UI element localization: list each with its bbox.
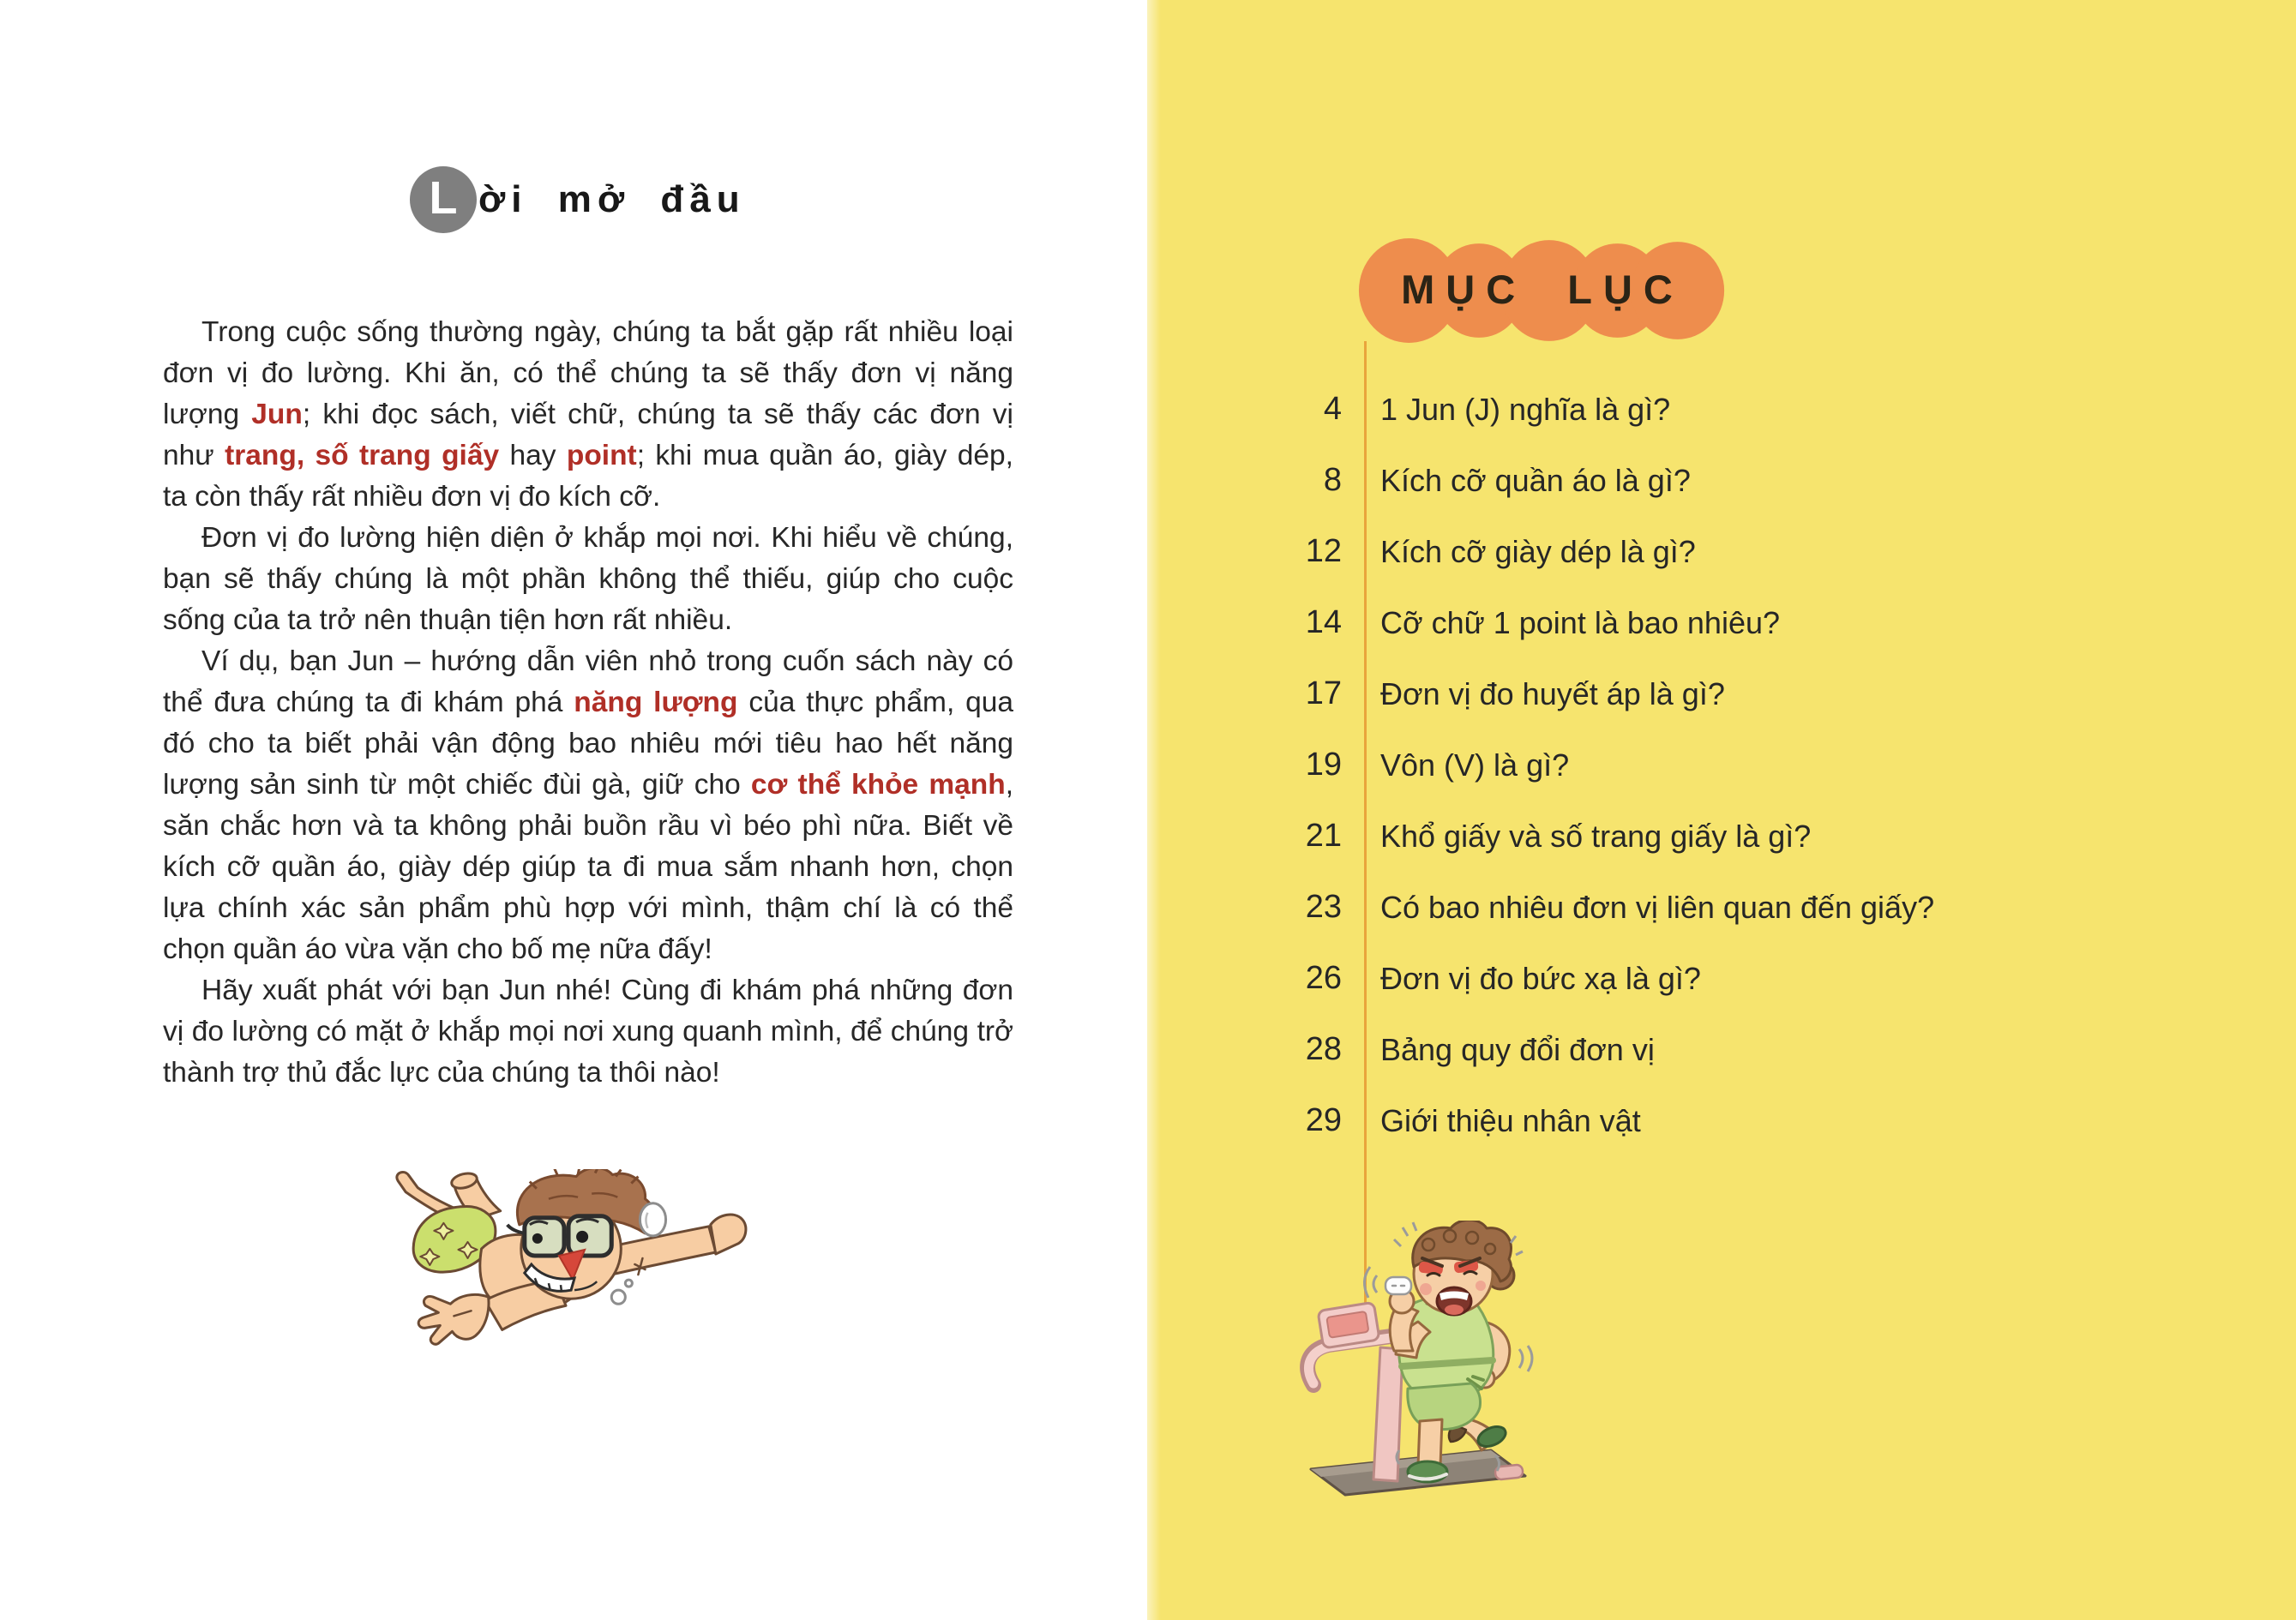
body-text: ; khi đọc sách, viết chữ, chúng ta sẽ thấy các đơn vị như	[163, 399, 1014, 471]
preface-page	[0, 0, 1147, 1620]
toc-page-number: 29	[1305, 1102, 1342, 1138]
preface-heading	[410, 165, 746, 235]
body-text: Hãy xuất phát với bạn Jun nhé! Cùng đi khám phá những đơn vị đo lường có mặt ở khắp mọi nơi xung quanh mình, để chúng trở thành trợ thủ đắc lực của chúng ta thôi nào!	[163, 975, 1013, 1089]
preface-heading-text: ời mở đầu	[478, 178, 746, 220]
highlighted-term: point	[566, 440, 637, 471]
highlighted-term: Jun	[251, 399, 303, 430]
toc-page-number: 17	[1305, 675, 1342, 711]
preface-paragraph	[163, 970, 1013, 1094]
toc-entry-title: Cỡ chữ 1 point là bao nhiêu?	[1380, 604, 1781, 640]
toc-page-number: 12	[1305, 533, 1342, 569]
toc-entry	[1147, 872, 2030, 943]
toc-entry	[1147, 445, 2030, 516]
toc-entry-title: Kích cỡ quần áo là gì?	[1380, 462, 1691, 498]
swimmer-back-hand	[711, 1215, 746, 1254]
toc-page-number: 14	[1305, 604, 1342, 640]
swimmer-open-palm	[418, 1294, 489, 1344]
toc-page-number: 19	[1305, 747, 1342, 783]
treadmill-boy	[1385, 1221, 1514, 1482]
body-text: Ví dụ, bạn Jun – hướng dẫn viên nhỏ trong cuốn sách này có thể đưa chúng ta đi khám phá	[163, 645, 1013, 718]
toc-entry-title: Kích cỡ giày dép là gì?	[1380, 533, 1696, 569]
toc-entry-title: Vôn (V) là gì?	[1380, 747, 1570, 783]
toc-entry-title: Đơn vị đo bức xạ là gì?	[1380, 960, 1701, 996]
toc-entry	[1147, 729, 2030, 801]
highlighted-term: trang, số trang giấy	[225, 440, 500, 471]
body-text: hay	[499, 440, 567, 471]
toc-entry-title: Bảng quy đổi đơn vị	[1380, 1031, 1655, 1067]
toc-entry-title: Đơn vị đo huyết áp là gì?	[1380, 675, 1725, 711]
toc-entry	[1147, 516, 2030, 587]
toc-page-number: 23	[1305, 889, 1342, 925]
preface-paragraph	[163, 312, 1013, 518]
toc-entry	[1147, 943, 2030, 1014]
toc-entry-title: Có bao nhiêu đơn vị liên quan đến giấy?	[1380, 889, 1935, 925]
toc-entry	[1147, 1014, 2030, 1085]
toc-entry-title: 1 Jun (J) nghĩa là gì?	[1380, 391, 1671, 427]
toc-page	[1147, 0, 2296, 1620]
toc-entry	[1147, 587, 2030, 658]
preface-body-text	[163, 312, 1013, 1094]
toc-entry	[1147, 658, 2030, 729]
body-text: ; khi mua quần áo, giày dép, ta còn thấy rất nhiều đơn vị đo kích cỡ.	[163, 440, 1013, 513]
toc-page-number: 26	[1305, 960, 1342, 996]
treadmill-boy-illustration	[1298, 1221, 1547, 1512]
initial-letter: L	[429, 172, 458, 224]
body-text: , săn chắc hơn và ta không phải buồn rầu vì béo phì nữa. Biết về kích cỡ quần áo, giày dép giúp ta đi mua sắm nhanh hơn, chọn lựa chính xác sản phẩm phù hợp với mình, thậm chí là có thể chọn quần áo vừa vặn cho bố mẹ nữa đấy!	[163, 769, 1013, 965]
toc-page-number: 8	[1323, 462, 1342, 498]
preface-paragraph	[163, 641, 1013, 970]
swimming-boy-illustration	[371, 1169, 750, 1347]
toc-entry	[1147, 801, 2030, 872]
toc-entry	[1147, 374, 2030, 445]
toc-title-cloud	[1357, 237, 1728, 345]
toc-entry-title: Giới thiệu nhân vật	[1380, 1102, 1641, 1138]
highlighted-term: năng lượng	[574, 687, 738, 718]
toc-page-number: 4	[1323, 391, 1342, 427]
toc-list	[1147, 374, 2030, 1156]
toc-title: MỤC LỤC	[1401, 266, 1684, 312]
treadmill-console	[1318, 1302, 1379, 1348]
toc-page-number: 21	[1305, 818, 1342, 854]
initial-letter-badge	[410, 166, 477, 233]
preface-paragraph	[163, 518, 1013, 641]
body-text: Đơn vị đo lường hiện diện ở khắp mọi nơi. Khi hiểu về chúng, bạn sẽ thấy chúng là một phần không thể thiếu, giúp cho cuộc sống của ta trở nên thuận tiện hơn rất nhiều.	[163, 522, 1013, 636]
toc-entry	[1147, 1085, 2030, 1156]
body-text: Trong cuộc sống thường ngày, chúng ta bắt gặp rất nhiều loại đơn vị đo lường. Khi ăn, có thể chúng ta sẽ thấy đơn vị năng lượng	[163, 316, 1013, 430]
body-text: của thực phẩm, qua đó cho ta biết phải vận động bao nhiêu mới tiêu hao hết năng lượng sản sinh từ một chiếc đùi gà, giữ cho	[163, 687, 1014, 801]
highlighted-term: cơ thể khỏe mạnh	[750, 769, 1006, 801]
toc-entry-title: Khổ giấy và số trang giấy là gì?	[1380, 818, 1812, 854]
toc-page-number: 28	[1305, 1031, 1342, 1067]
